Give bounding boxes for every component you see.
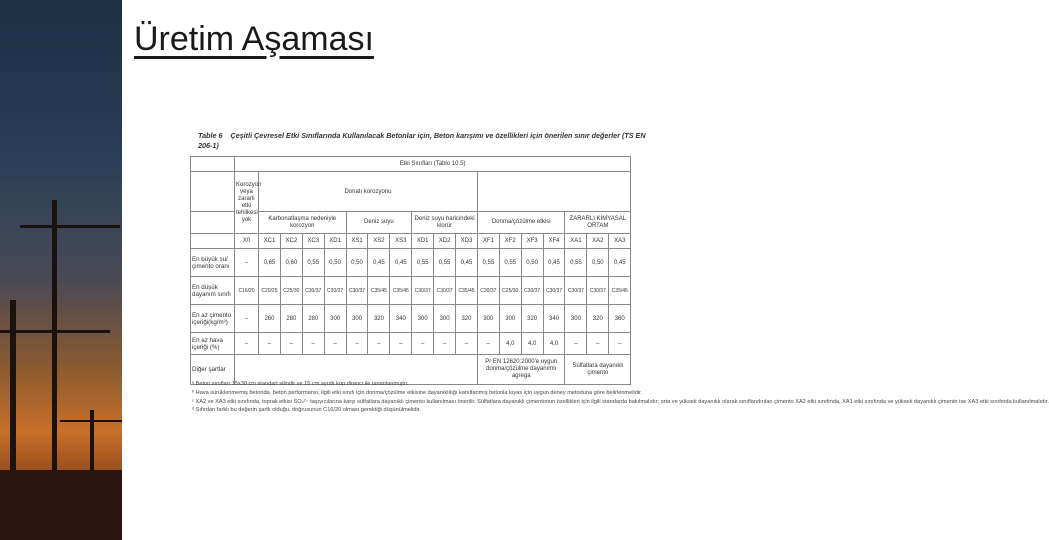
limits-table xyxy=(190,156,653,385)
class-cell: XC2 xyxy=(280,234,302,249)
corrosion-header: Donatı korozyonu xyxy=(259,172,478,212)
table-cell: 300 xyxy=(324,305,346,333)
exposure-header: Etki Sınıfları (Tablo 10.5) xyxy=(235,157,631,172)
class-cell: XA3 xyxy=(609,234,631,249)
class-cell: XS3 xyxy=(390,234,412,249)
row-label: En büyük su/çimento oranı xyxy=(191,249,235,277)
table-cell: – xyxy=(235,249,259,277)
table-cell: 0,55 xyxy=(302,249,324,277)
table-cell: C35/45 xyxy=(368,277,390,305)
table-image xyxy=(190,128,1049,458)
class-cell: XF4 xyxy=(543,234,565,249)
building-silhouette xyxy=(0,470,122,540)
table-cell: – xyxy=(456,333,478,355)
table-cell: 0,55 xyxy=(412,249,434,277)
table-cell: 0,55 xyxy=(499,249,521,277)
table-cell: 0,65 xyxy=(259,249,281,277)
table-cell: 280 xyxy=(302,305,324,333)
row-label: En az hava içeriği (%) xyxy=(191,333,235,355)
carbonation-header: Karbonatlaşma nedeniyle korozyon xyxy=(259,212,347,234)
table-cell: – xyxy=(565,333,587,355)
footnotes xyxy=(192,380,1049,415)
class-cell: XD1 xyxy=(412,234,434,249)
table-cell: – xyxy=(235,333,259,355)
freeze-header: Donma/çözülme etkisi xyxy=(477,212,565,234)
table-cell: C30/37 xyxy=(434,277,456,305)
class-cell: XF1 xyxy=(477,234,499,249)
table-cell: – xyxy=(302,333,324,355)
table-cell: – xyxy=(412,333,434,355)
table-cell: 4,0 xyxy=(521,333,543,355)
table-cell: 360 xyxy=(609,305,631,333)
table-cell: – xyxy=(324,333,346,355)
table-cell: C25/30 xyxy=(499,277,521,305)
class-cell: XA2 xyxy=(587,234,609,249)
table-cell: 0,45 xyxy=(543,249,565,277)
other-chemical-note: Sülfatlara dayanıklı çimento xyxy=(565,355,631,385)
class-cell: X0 xyxy=(235,234,259,249)
table-cell: 340 xyxy=(390,305,412,333)
table-cell: C30/37 xyxy=(302,277,324,305)
table-cell: C35/45 xyxy=(390,277,412,305)
table-label: Table 6 xyxy=(198,131,223,140)
table-cell: 0,55 xyxy=(477,249,499,277)
table-cell: 0,55 xyxy=(434,249,456,277)
table-cell: – xyxy=(390,333,412,355)
table-cell: 0,60 xyxy=(280,249,302,277)
crane-silhouette xyxy=(60,420,122,422)
other-freeze-note: Pr EN 12620:2000'e uygun donma/çözülme dayanımlı agrega xyxy=(477,355,565,385)
table-cell: – xyxy=(368,333,390,355)
table-cell: C30/37 xyxy=(346,277,368,305)
table-cell: C20/25 xyxy=(259,277,281,305)
table-cell: 320 xyxy=(456,305,478,333)
table-cell: 4,0 xyxy=(543,333,565,355)
table-cell: 300 xyxy=(412,305,434,333)
table-cell: 260 xyxy=(259,305,281,333)
table-cell: – xyxy=(259,333,281,355)
row-label: En düşük dayanım sınıfı xyxy=(191,277,235,305)
class-cell: XC1 xyxy=(259,234,281,249)
class-cell: XC3 xyxy=(302,234,324,249)
table-cell: 300 xyxy=(499,305,521,333)
seawater-header: Deniz suyu xyxy=(346,212,412,234)
footnote: ᵈ Sıfırdan farklı bu değerin şartlı olduğu, doğrusunun C16/20 olması gerektiği düşünülmelidir. xyxy=(192,407,421,414)
table-caption xyxy=(198,131,648,151)
table-cell: 4,0 xyxy=(499,333,521,355)
table-cell: 300 xyxy=(565,305,587,333)
table-cell: C35/45 xyxy=(609,277,631,305)
table-cell: – xyxy=(587,333,609,355)
row-label: Diğer şartlar xyxy=(191,355,235,385)
crane-silhouette xyxy=(20,225,120,228)
table-cell: 0,50 xyxy=(324,249,346,277)
table-cell: C30/37 xyxy=(477,277,499,305)
table-cell: 320 xyxy=(368,305,390,333)
table-cell: 320 xyxy=(587,305,609,333)
class-cell: XD1 xyxy=(324,234,346,249)
table-cell: 300 xyxy=(477,305,499,333)
slide-title: Üretim Aşaması xyxy=(134,20,374,58)
class-cell: XA1 xyxy=(565,234,587,249)
chemical-header: ZARARLI KİMYASAL ORTAM xyxy=(565,212,631,234)
table-cell: C35/45 xyxy=(456,277,478,305)
table-cell: 0,45 xyxy=(390,249,412,277)
table-cell: 0,45 xyxy=(456,249,478,277)
table-cell: 0,50 xyxy=(346,249,368,277)
no-risk-header: Korozyon veya zararlı etki tehlikesi yok xyxy=(235,172,259,234)
table-cell: 0,50 xyxy=(521,249,543,277)
class-cell: XF2 xyxy=(499,234,521,249)
table-cell: C30/37 xyxy=(412,277,434,305)
footnote: ᵃ Beton sınıfları 15x30 cm standart silindir ve 15 cm ayrıtlı küp direnci ile tanımlanmıştır. xyxy=(192,381,409,387)
table-cell: C16/20 xyxy=(235,277,259,305)
class-cell: XF3 xyxy=(521,234,543,249)
table-cell: 0,50 xyxy=(587,249,609,277)
table-cell: C25/30 xyxy=(280,277,302,305)
table-cell: C30/37 xyxy=(587,277,609,305)
table-cell: C30/37 xyxy=(565,277,587,305)
table-cell: 0,45 xyxy=(609,249,631,277)
class-cell: XS2 xyxy=(368,234,390,249)
table-cell: 300 xyxy=(346,305,368,333)
class-cell: XS1 xyxy=(346,234,368,249)
sidebar-photo xyxy=(0,0,122,540)
table-cell: C30/37 xyxy=(521,277,543,305)
table-cell: 340 xyxy=(543,305,565,333)
footnote: ᶜ XA2 ve XA3 etki sınıfında, toprak etkisi SO₄²⁻ taşıyıcılarına karşı sülfatlara dayanıklı çimento kullanılması önerilir. Sülfatlara dayanıklı çimentonun özellikleri için ilgili standarda bakılmalıdır; orta ve yüksek dayanıklı olarak sınıflandırılan çimento XA2 etki sınıfında, XA1 etki sınıfında ve yüksek dayanıklı çimento ise XA3 etki sınıfında kullanılmalıdır. xyxy=(192,398,1049,405)
table-cell: – xyxy=(609,333,631,355)
footnote: ᵇ Hava sürüklenmemiş betonda, beton performansı, ilgili etki sınıfı için donma/çözülme etkisine dayanıklılığı kanıtlanmış betonla kıyas için uygun deney metoduna göre belirlenmelidir. xyxy=(192,389,643,396)
table-cell: 280 xyxy=(280,305,302,333)
table-cell: C30/37 xyxy=(324,277,346,305)
table-cell: C30/37 xyxy=(543,277,565,305)
table-cell: 0,55 xyxy=(565,249,587,277)
chloride-header: Deniz suyu haricindeki klorür xyxy=(412,212,478,234)
row-label: En az çimento içeriği(kg/m³) xyxy=(191,305,235,333)
class-cell: XD3 xyxy=(456,234,478,249)
table-cell: 300 xyxy=(434,305,456,333)
table-cell: 320 xyxy=(521,305,543,333)
table-cell: – xyxy=(280,333,302,355)
class-cell: XD2 xyxy=(434,234,456,249)
table-cell: – xyxy=(235,305,259,333)
table-cell: – xyxy=(346,333,368,355)
table-caption-text: Çeşitli Çevresel Etki Sınıflarında Kullanılacak Betonlar için, Beton karışımı ve özellikleri için önerilen sınır değerler (TS EN 206-1) xyxy=(198,131,646,150)
table-cell: – xyxy=(434,333,456,355)
table-cell: 0,45 xyxy=(368,249,390,277)
table-cell: – xyxy=(477,333,499,355)
